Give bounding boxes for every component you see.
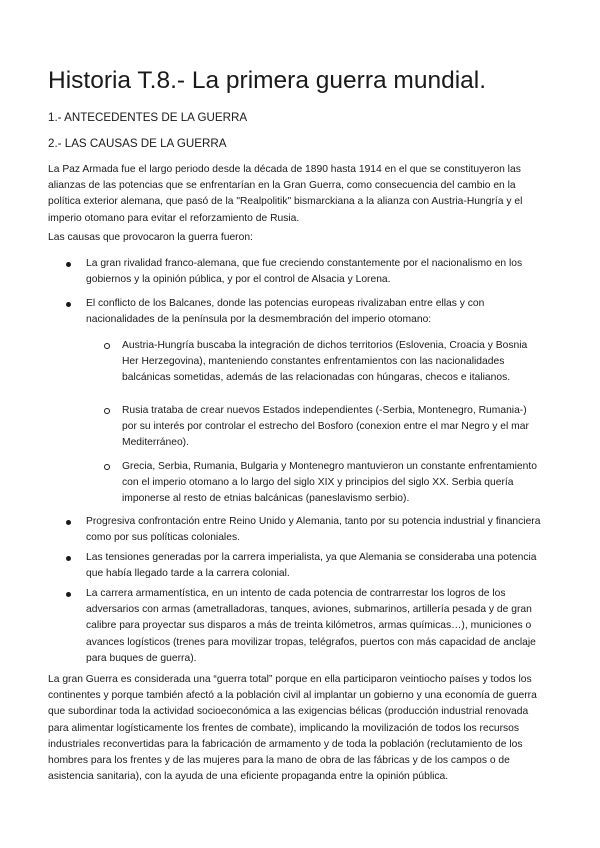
list-item-text: La gran rivalidad franco-alemana, que fue creciendo constantemente por el nacionalismo en los gobiernos y la opinión pública, y por el control de Alsacia y Lorena. bbox=[86, 258, 523, 286]
list-item bbox=[86, 550, 542, 582]
section-heading-antecedentes: 1.- ANTECEDENTES DE LA GUERRA bbox=[48, 111, 248, 124]
hollow-bullet-icon bbox=[104, 408, 110, 414]
hollow-bullet-icon bbox=[104, 343, 110, 349]
sub-list-item bbox=[122, 403, 542, 452]
sub-list-item-text: Grecia, Serbia, Rumania, Bulgaria y Montenegro mantuvieron un constante enfrentamiento con el imperio otomano a lo largo del siglo XIX y principios del siglo XX. Serbia quería imponerse al resto de etnias balcánicas (paneslavismo serbio). bbox=[122, 461, 537, 505]
bullet-icon bbox=[66, 520, 71, 525]
sub-list-item bbox=[122, 338, 542, 387]
list-item bbox=[86, 586, 542, 667]
list-item bbox=[86, 514, 542, 546]
bullet-icon bbox=[66, 302, 71, 307]
page-title: Historia T.8.- La primera guerra mundial. bbox=[48, 67, 487, 94]
sub-list-item-text: Rusia trataba de crear nuevos Estados independientes (-Serbia, Montenegro, Rumania-) por su interés por controlar el estrecho del Bosforo (conexion entre el mar Negro y el mar Mediterráneo). bbox=[122, 405, 529, 449]
list-item bbox=[86, 296, 542, 328]
list-item-text: El conflicto de los Balcanes, donde las potencias europeas rivalizaban entre ellas y con nacionalidades de la península por la desmembración del imperio otomano: bbox=[86, 298, 485, 326]
bullet-icon bbox=[66, 556, 71, 561]
list-item-text: Las tensiones generadas por la carrera imperialista, ya que Alemania se consideraba una potencia que había llegado tarde a la carrera colonial. bbox=[86, 552, 537, 580]
hollow-bullet-icon bbox=[104, 464, 110, 470]
conclusion-paragraph: La gran Guerra es considerada una “guerra total” porque en ella participaron veintiocho países y todos los continentes y porque también afectó a la población civil al implantar un gobierno y una economía de guerra que subordinar toda la actividad socioeconómica a las exigencias bélicas (producción industrial renovada para alimentar logísticamente los frentes de combate), implicando la movilización de todos los recursos industriales reconvertidas para la fabricación de armamento y de toda la población (reclutamiento de los hombres para los frentes y de las mujeres para la mano de obra de las fábricas y de los campos o de asistencia sanitaria), con la ayuda de una eficiente propaganda entre la opinión pública. bbox=[48, 674, 537, 783]
intro-paragraph: La Paz Armada fue el largo periodo desde la década de 1890 hasta 1914 en el que se constituyeron las alianzas de las potencias que se enfrentarían en la Gran Guerra, como consecuencia del cambio en la política exterior alemana, que pasó de la "Realpolitik" bismarckiana a la alianza con Austria-Hungría y el imperio otomano para evitar el reforzamiento de Rusia. bbox=[48, 164, 523, 224]
bullet-icon bbox=[66, 592, 71, 597]
list-item bbox=[86, 256, 542, 288]
section-heading-causas: 2.- LAS CAUSAS DE LA GUERRA bbox=[48, 137, 227, 150]
causes-intro: Las causas que provocaron la guerra fueron: bbox=[48, 232, 253, 243]
sub-list-item bbox=[122, 459, 542, 508]
list-item-text: La carrera armamentística, en un intento de cada potencia de contrarrestar los logros de los adversarios con armas (ametralladoras, tanques, aviones, submarinos, artillería pesada y de gran calibre para proyectar sus disparos a más de treinta kilómetros, armas químicas…), municiones o avances logísticos (trenes para movilizar tropas, telégrafos, puertos con más capacidad de anclaje para buques de guerra). bbox=[86, 588, 536, 664]
list-item-text: Progresiva confrontación entre Reino Unido y Alemania, tanto por su potencia industrial y financiera como por sus políticas coloniales. bbox=[86, 516, 541, 544]
bullet-icon bbox=[66, 262, 71, 267]
sub-list-item-text: Austria-Hungría buscaba la integración de dichos territorios (Eslovenia, Croacia y Bosnia Her Herzegovina), manteniendo constantes enfrentamientos con las nacionalidades balcánicas sometidas, además de las relacionadas con húngaras, checos e italianos. bbox=[122, 340, 528, 384]
